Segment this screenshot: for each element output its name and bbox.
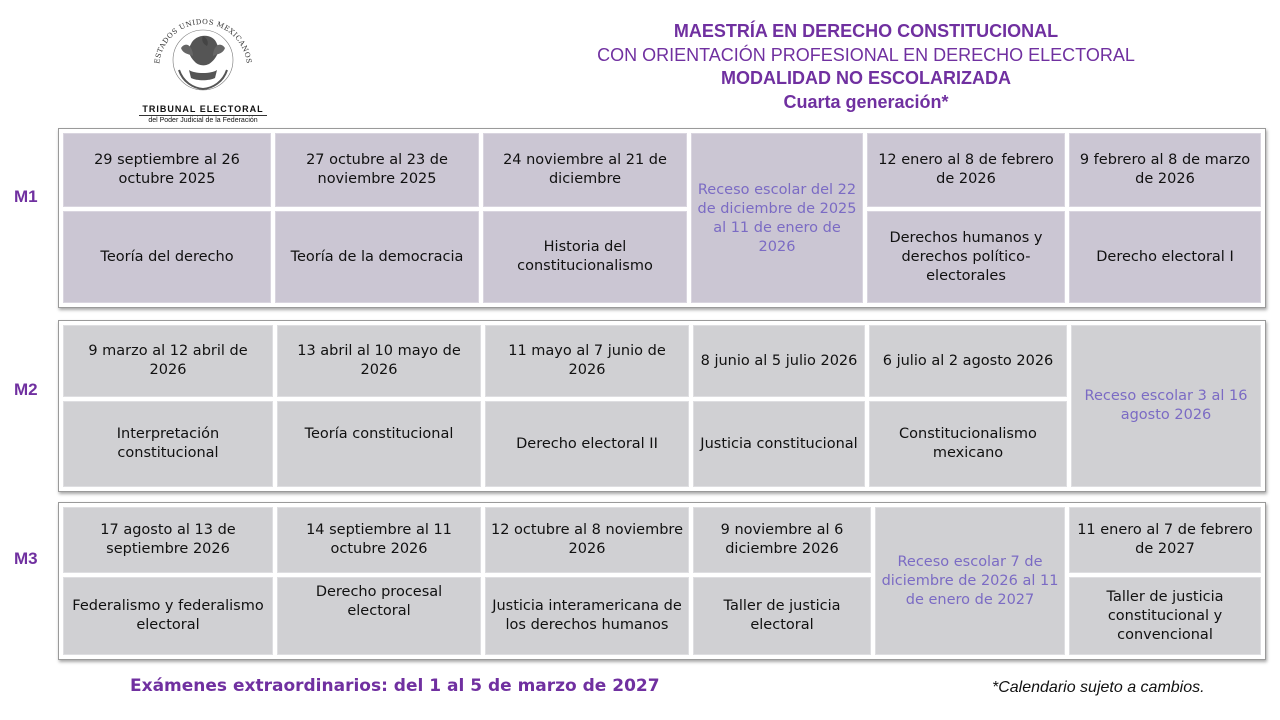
m2-dates-3: 11 mayo al 7 junio de 2026 xyxy=(485,325,689,397)
logo-name: TRIBUNAL ELECTORAL xyxy=(142,104,264,114)
m1-subject-5: Derechos humanos y derechos político-electorales xyxy=(867,211,1065,303)
m1-receso: Receso escolar del 22 de diciembre de 2025 al 11 de enero de 2026 xyxy=(691,133,863,303)
program-orientation: CON ORIENTACIÓN PROFESIONAL EN DERECHO ELECTORAL xyxy=(597,44,1135,65)
m3-dates-6: 11 enero al 7 de febrero de 2027 xyxy=(1069,507,1261,573)
m1-subject-6: Derecho electoral I xyxy=(1069,211,1261,303)
logo-divider xyxy=(139,115,267,116)
program-modality: MODALIDAD NO ESCOLARIZADA xyxy=(721,68,1011,88)
program-generation: Cuarta generación* xyxy=(783,91,949,112)
m1-dates-2: 27 octubre al 23 de noviembre 2025 xyxy=(275,133,479,207)
m1-dates-5: 12 enero al 8 de febrero de 2026 xyxy=(867,133,1065,207)
m1-dates-6: 9 febrero al 8 de marzo de 2026 xyxy=(1069,133,1261,207)
m3-subject-3: Justicia interamericana de los derechos humanos xyxy=(485,577,689,655)
eagle-seal-icon xyxy=(133,8,273,104)
calendar-disclaimer: *Calendario sujeto a cambios. xyxy=(992,679,1205,696)
m3-subject-6: Taller de justicia constitucional y convencional xyxy=(1069,577,1261,655)
module-label-m3: M3 xyxy=(14,549,38,568)
m3-receso: Receso escolar 7 de diciembre de 2026 al 11 de enero de 2027 xyxy=(875,507,1065,655)
program-title-block xyxy=(560,20,1172,114)
module-label-m2: M2 xyxy=(14,380,38,399)
m3-subject-1: Federalismo y federalismo electoral xyxy=(63,577,273,655)
m1-subject-1: Teoría del derecho xyxy=(63,211,271,303)
logo-arc-text: ESTADOS UNIDOS MEXICANOS xyxy=(153,17,253,65)
program-title: MAESTRÍA EN DERECHO CONSTITUCIONAL xyxy=(673,21,1059,41)
m2-subject-1: Interpretación constitucional xyxy=(63,401,273,487)
m2-dates-5: 6 julio al 2 agosto 2026 xyxy=(869,325,1067,397)
m2-receso: Receso escolar 3 al 16 agosto 2026 xyxy=(1071,325,1261,487)
m2-subject-5: Constitucionalismo mexicano xyxy=(869,401,1067,487)
tribunal-electoral-logo xyxy=(133,8,273,126)
m3-subject-4: Taller de justicia electoral xyxy=(693,577,871,655)
m1-subject-2: Teoría de la democracia xyxy=(275,211,479,303)
module-label-m1: M1 xyxy=(14,187,38,206)
m1-dates-3: 24 noviembre al 21 de diciembre xyxy=(483,133,687,207)
m2-dates-1: 9 marzo al 12 abril de 2026 xyxy=(63,325,273,397)
m3-dates-2: 14 septiembre al 11 octubre 2026 xyxy=(277,507,481,573)
m3-dates-1: 17 agosto al 13 de septiembre 2026 xyxy=(63,507,273,573)
m3-dates-3: 12 octubre al 8 noviembre 2026 xyxy=(485,507,689,573)
m1-subject-3: Historia del constitucionalismo xyxy=(483,211,687,303)
m3-subject-2: Derecho procesal electoral xyxy=(277,577,481,655)
m2-subject-2: Teoría constitucional xyxy=(277,401,481,487)
m1-dates-1: 29 septiembre al 26 octubre 2025 xyxy=(63,133,271,207)
m2-subject-4: Justicia constitucional xyxy=(693,401,865,487)
module-m1-table xyxy=(58,128,1266,308)
module-m3-table xyxy=(58,502,1266,660)
extraordinary-exams-note: Exámenes extraordinarios: del 1 al 5 de marzo de 2027 xyxy=(130,676,660,696)
m2-subject-3: Derecho electoral II xyxy=(485,401,689,487)
module-m2-table xyxy=(58,320,1266,492)
m2-dates-4: 8 junio al 5 julio 2026 xyxy=(693,325,865,397)
logo-subname: del Poder Judicial de la Federación xyxy=(148,117,258,124)
m3-dates-4: 9 noviembre al 6 diciembre 2026 xyxy=(693,507,871,573)
m2-dates-2: 13 abril al 10 mayo de 2026 xyxy=(277,325,481,397)
